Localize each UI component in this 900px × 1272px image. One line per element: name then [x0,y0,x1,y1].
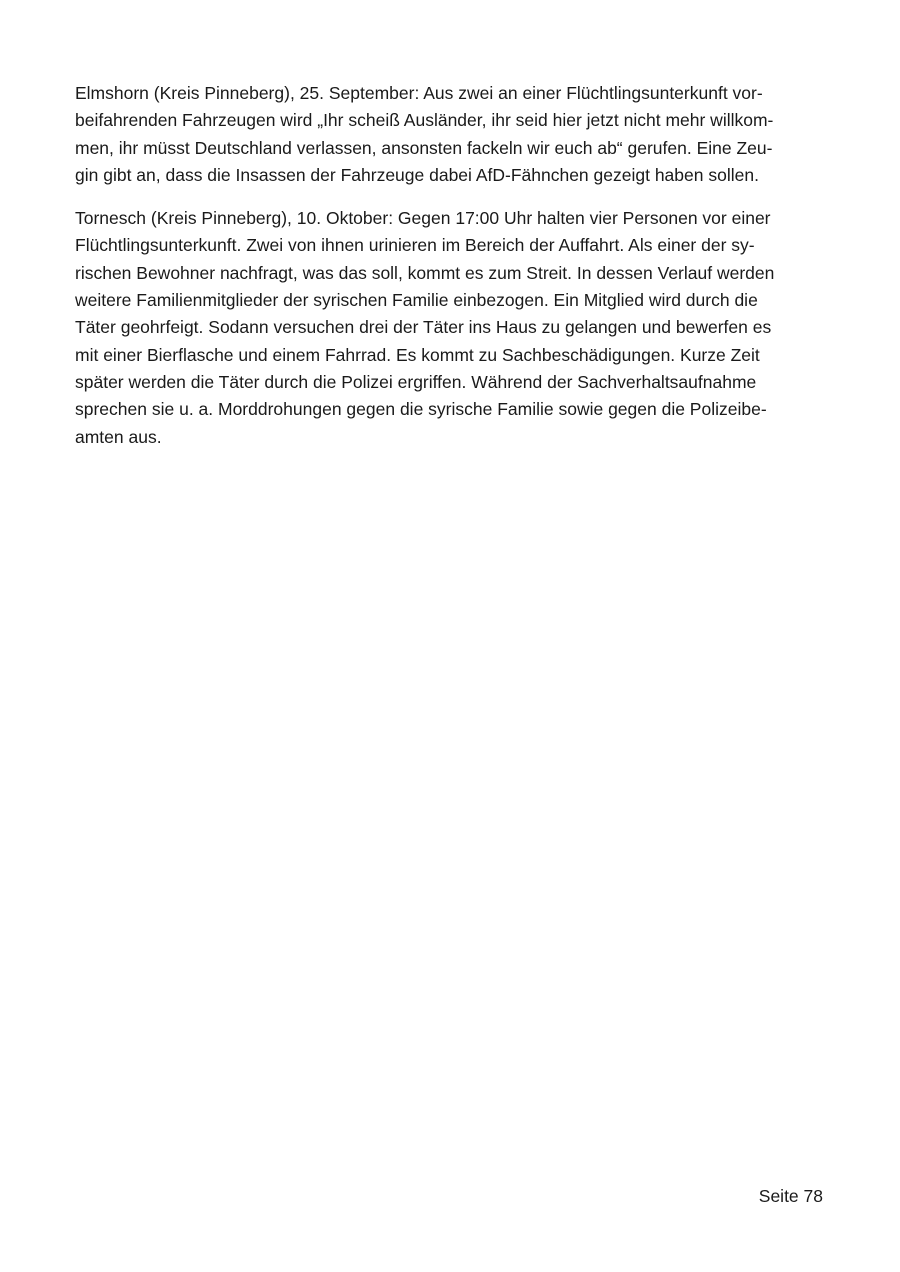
text-line: beifahrenden Fahrzeugen wird „Ihr scheiß Ausländer, ihr seid hier jetzt nicht mehr willkom- [75,110,774,131]
text-line: Täter geohrfeigt. Sodann versuchen drei der Täter ins Haus zu gelangen und bewerfen es [75,317,772,338]
text-line: sprechen sie u. a. Morddrohungen gegen die syrische Familie sowie gegen die Polizeibe- [75,399,767,420]
text-line: Elmshorn (Kreis Pinneberg), 25. September: Aus zwei an einer Flüchtlingsunterkunft vor- [75,83,763,103]
page-body [75,80,830,467]
paragraph-tornesch [75,205,830,451]
page-number: Seite 78 [758,1186,823,1206]
text-line: weitere Familienmitglieder der syrischen Familie einbezogen. Ein Mitglied wird durch die [75,290,758,311]
text-line: Tornesch (Kreis Pinneberg), 10. Oktober: Gegen 17:00 Uhr halten vier Personen vor einer [75,208,771,229]
text-line: amten aus. [75,426,162,447]
text-line: men, ihr müsst Deutschland verlassen, ansonsten fackeln wir euch ab“ gerufen. Eine Zeu- [75,137,773,158]
paragraph-elmshorn [75,80,830,189]
text-line: später werden die Täter durch die Polizei ergriffen. Während der Sachverhaltsaufnahme [75,371,757,392]
text-line: mit einer Bierflasche und einem Fahrrad. Es kommt zu Sachbeschädigungen. Kurze Zeit [75,344,760,365]
text-line: Flüchtlingsunterkunft. Zwei von ihnen urinieren im Bereich der Auffahrt. Als einer der sy- [75,235,755,256]
text-line: rischen Bewohner nachfragt, was das soll, kommt es zum Streit. In dessen Verlauf werden [75,262,775,283]
text-line: gin gibt an, dass die Insassen der Fahrzeuge dabei AfD-Fähnchen gezeigt haben sollen. [75,164,759,185]
